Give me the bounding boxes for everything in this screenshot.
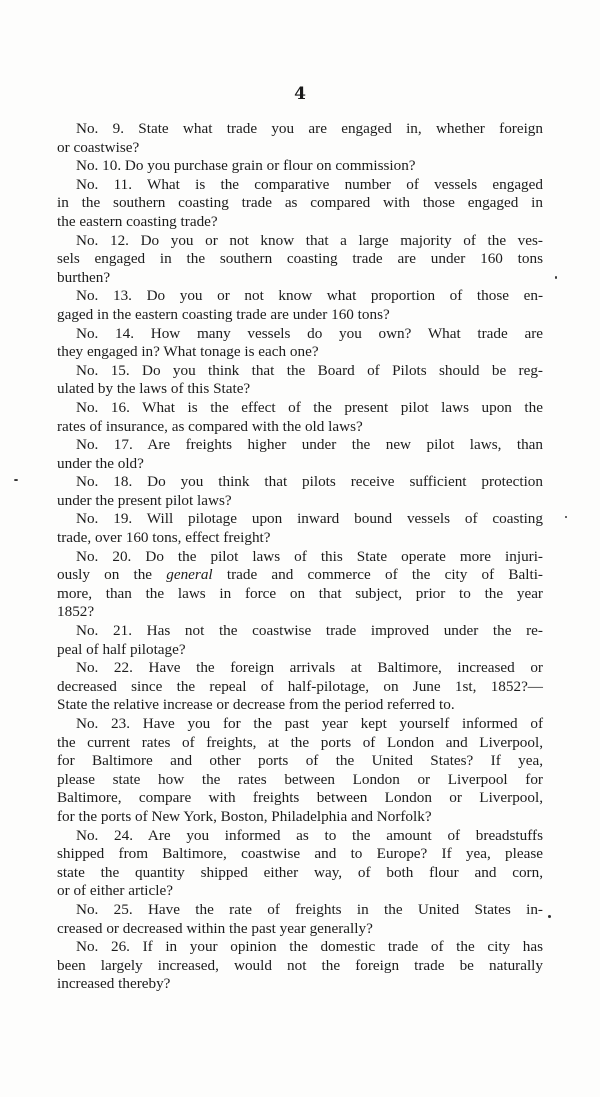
text-line: decreased since the repeal of half-pilotage, on June 1st, 1852?— <box>57 677 543 695</box>
text-line: creased or decreased within the past year generally? <box>57 919 373 937</box>
text-line: No. 25. Have the rate of freights in the United States in- <box>76 900 543 918</box>
text-line: No. 11. What is the comparative number of vessels engaged <box>76 175 543 193</box>
text-line: the current rates of freights, at the ports of London and Liverpool, <box>57 733 543 751</box>
question-paragraph <box>57 287 543 324</box>
question-paragraph <box>57 120 543 157</box>
text-line: increased thereby? <box>57 975 171 993</box>
question-paragraph <box>57 938 543 994</box>
text-line: No. 21. Has not the coastwise trade improved under the re- <box>76 622 543 640</box>
question-paragraph <box>57 715 543 827</box>
text-line: No. 22. Have the foreign arrivals at Baltimore, increased or <box>76 659 543 677</box>
text-segment: ously on the <box>57 566 167 584</box>
text-line: Baltimore, compare with freights between London or Liverpool, <box>57 789 543 807</box>
text-line: No. 10. Do you purchase grain or flour on commission? <box>76 157 416 175</box>
question-paragraph <box>57 901 543 938</box>
text-line: No. 15. Do you think that the Board of Pilots should be reg- <box>76 361 543 379</box>
text-line: ulated by the laws of this State? <box>57 380 251 398</box>
text-line: burthen? <box>57 268 111 286</box>
text-line: under the old? <box>57 454 144 472</box>
question-paragraph <box>57 399 543 436</box>
scan-speck <box>565 516 567 518</box>
question-paragraph <box>57 325 543 362</box>
question-paragraph <box>57 622 543 659</box>
text-line: the eastern coasting trade? <box>57 212 218 230</box>
text-line: please state how the rates between London or Liverpool for <box>57 770 543 788</box>
text-line: they engaged in? What tonage is each one? <box>57 343 319 361</box>
text-line: in the southern coasting trade as compared with those engaged in <box>57 194 543 212</box>
scan-speck <box>548 915 551 918</box>
scan-speck <box>555 276 557 279</box>
text-line: or coastwise? <box>57 138 140 156</box>
question-paragraph <box>57 510 543 547</box>
question-paragraph <box>57 548 543 622</box>
text-line: state the quantity shipped either way, of both flour and corn, <box>57 863 543 881</box>
question-paragraph <box>57 436 543 473</box>
question-paragraph <box>57 232 543 288</box>
text-line: trade, over 160 tons, effect freight? <box>57 529 271 547</box>
text-line: rates of insurance, as compared with the old laws? <box>57 417 363 435</box>
text-line: 1852? <box>57 603 95 621</box>
text-line: No. 20. Do the pilot laws of this State operate more injuri- <box>76 547 543 565</box>
text-line: or of either article? <box>57 882 173 900</box>
text-line <box>57 566 543 585</box>
text-line: No. 13. Do you or not know what proportion of those en- <box>76 287 543 305</box>
text-line: for Baltimore and other ports of the United States? If yea, <box>57 752 543 770</box>
questions-list <box>57 120 543 994</box>
text-line: State the relative increase or decrease from the period referred to. <box>57 696 455 714</box>
text-line: No. 16. What is the effect of the present pilot laws upon the <box>76 398 543 416</box>
text-line: No. 24. Are you informed as to the amount of breadstuffs <box>76 826 543 844</box>
text-line: sels engaged in the southern coasting trade are under 160 tons <box>57 250 543 268</box>
text-line: for the ports of New York, Boston, Philadelphia and Norfolk? <box>57 807 432 825</box>
text-segment: trade and commerce of the city of Balti- <box>212 566 543 584</box>
question-paragraph <box>57 176 543 232</box>
page-number: 4 <box>294 84 306 104</box>
text-line: No. 19. Will pilotage upon inward bound vessels of coasting <box>76 510 543 528</box>
text-line: gaged in the eastern coasting trade are under 160 tons? <box>57 305 390 323</box>
question-paragraph <box>57 827 543 901</box>
text-line: shipped from Baltimore, coastwise and to Europe? If yea, please <box>57 845 543 863</box>
text-line: under the present pilot laws? <box>57 491 232 509</box>
question-paragraph <box>57 157 543 176</box>
text-line: more, than the laws in force on that subject, prior to the year <box>57 584 543 602</box>
scan-speck <box>14 479 18 481</box>
question-paragraph <box>57 659 543 715</box>
question-paragraph <box>57 362 543 399</box>
text-line: been largely increased, would not the foreign trade be naturally <box>57 956 543 974</box>
text-line: No. 23. Have you for the past year kept yourself informed of <box>76 715 543 732</box>
question-paragraph <box>57 473 543 510</box>
text-line: No. 9. State what trade you are engaged in, whether foreign <box>76 120 543 137</box>
text-line: No. 17. Are freights higher under the new pilot laws, than <box>76 436 543 454</box>
text-line: No. 18. Do you think that pilots receive sufficient protection <box>76 473 543 491</box>
italic-word: general <box>166 566 213 584</box>
text-line: No. 12. Do you or not know that a large majority of the ves- <box>76 231 543 249</box>
text-line: peal of half pilotage? <box>57 640 186 658</box>
text-line: No. 26. If in your opinion the domestic trade of the city has <box>76 938 543 956</box>
text-line: No. 14. How many vessels do you own? What trade are <box>76 324 543 342</box>
